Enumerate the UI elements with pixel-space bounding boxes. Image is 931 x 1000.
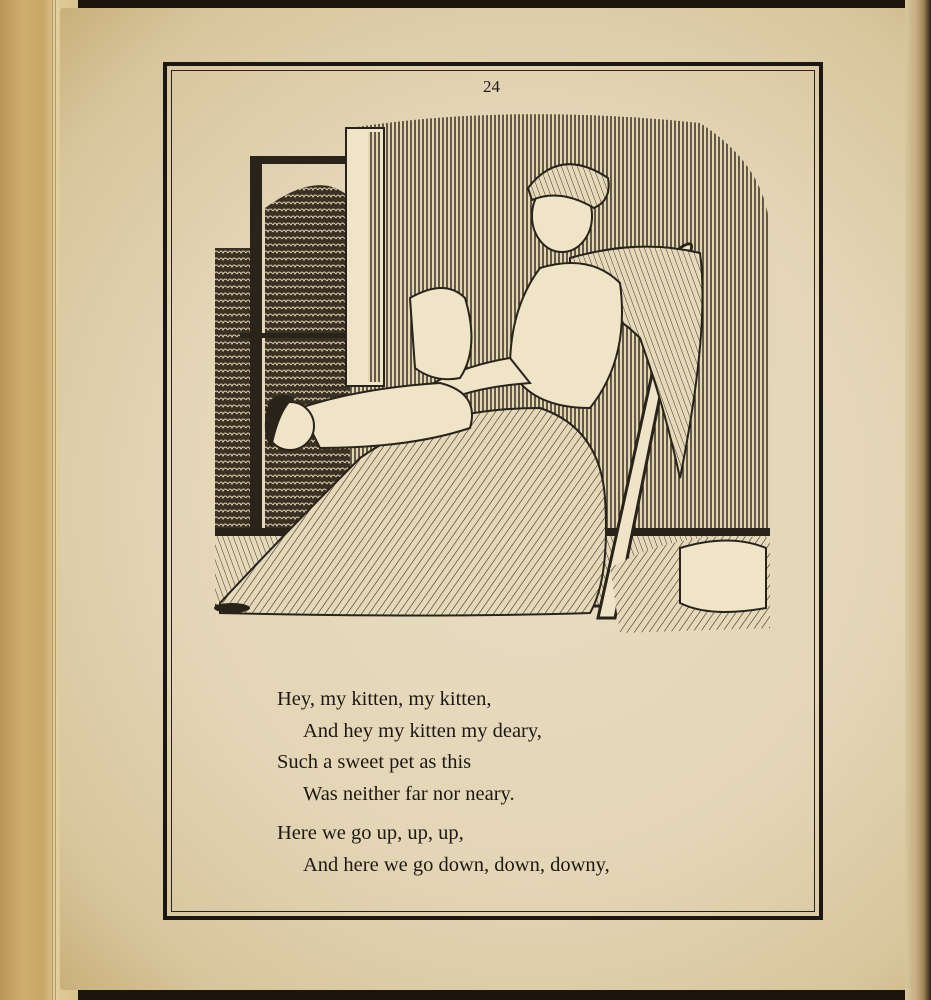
verse-line: Here we go up, up, up,: [277, 822, 464, 844]
page-number: 24: [483, 77, 500, 96]
verse: [277, 684, 610, 881]
woodcut-woman-holding-child-icon: [210, 108, 776, 658]
verse-line: And here we go down, down, downy,: [303, 853, 610, 876]
verse-line: Such a sweet pet as this: [277, 751, 472, 773]
verse-line: Hey, my kitten, my kitten,: [277, 688, 492, 710]
gutter-edge: [905, 0, 931, 1000]
stanza-gap: [277, 810, 610, 818]
verse-line: Was neither far nor neary.: [303, 782, 515, 805]
verse-line: And hey my kitten my deary,: [303, 719, 542, 742]
